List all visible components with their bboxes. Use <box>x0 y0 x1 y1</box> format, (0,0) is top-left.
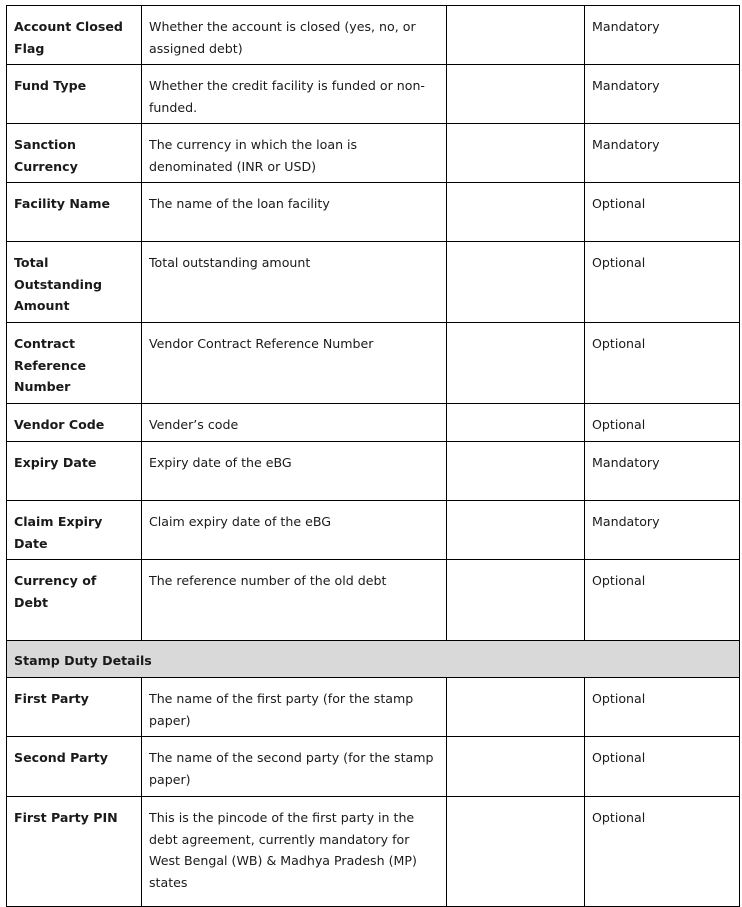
description-cell: Claim expiry date of the eBG <box>142 501 447 560</box>
field-name-cell: Contract Reference Number <box>7 323 142 404</box>
field-name-cell: Claim Expiry Date <box>7 501 142 560</box>
requirement-cell: Optional <box>585 183 740 242</box>
empty-cell <box>447 242 585 323</box>
description-cell: Expiry date of the eBG <box>142 442 447 501</box>
table-row <box>7 242 740 323</box>
field-name-cell: Currency of Debt <box>7 560 142 641</box>
table-row <box>7 65 740 124</box>
empty-cell <box>447 678 585 737</box>
description-cell: Whether the account is closed (yes, no, or assigned debt) <box>142 6 447 65</box>
table-row <box>7 678 740 737</box>
field-name-cell: Account Closed Flag <box>7 6 142 65</box>
empty-cell <box>447 6 585 65</box>
table-row <box>7 442 740 501</box>
table-row <box>7 124 740 183</box>
description-cell: Whether the credit facility is funded or non-funded. <box>142 65 447 124</box>
requirement-cell: Mandatory <box>585 6 740 65</box>
field-name-cell: Second Party <box>7 737 142 797</box>
description-cell: The name of the second party (for the stamp paper) <box>142 737 447 797</box>
description-cell: This is the pincode of the first party in the debt agreement, currently mandatory for West Bengal (WB) & Madhya Pradesh (MP) states <box>142 797 447 907</box>
requirement-cell: Optional <box>585 323 740 404</box>
description-cell: Vender’s code <box>142 404 447 442</box>
field-name-cell: Facility Name <box>7 183 142 242</box>
table-row <box>7 737 740 797</box>
table-row <box>7 323 740 404</box>
requirement-cell: Optional <box>585 404 740 442</box>
requirement-cell: Mandatory <box>585 65 740 124</box>
table-row <box>7 797 740 907</box>
requirement-cell: Optional <box>585 797 740 907</box>
empty-cell <box>447 65 585 124</box>
empty-cell <box>447 797 585 907</box>
description-cell: The currency in which the loan is denominated (INR or USD) <box>142 124 447 183</box>
field-name-cell: Sanction Currency <box>7 124 142 183</box>
field-name-cell: Total Outstanding Amount <box>7 242 142 323</box>
description-cell: Total outstanding amount <box>142 242 447 323</box>
requirement-cell: Mandatory <box>585 124 740 183</box>
description-cell: The name of the first party (for the stamp paper) <box>142 678 447 737</box>
table-body <box>7 6 740 907</box>
description-cell: Vendor Contract Reference Number <box>142 323 447 404</box>
field-name-cell: Fund Type <box>7 65 142 124</box>
empty-cell <box>447 560 585 641</box>
empty-cell <box>447 501 585 560</box>
empty-cell <box>447 442 585 501</box>
requirement-cell: Optional <box>585 560 740 641</box>
field-name-cell: First Party PIN <box>7 797 142 907</box>
field-definition-table <box>6 5 740 907</box>
table-row <box>7 501 740 560</box>
empty-cell <box>447 404 585 442</box>
requirement-cell: Mandatory <box>585 442 740 501</box>
table-row <box>7 560 740 641</box>
requirement-cell: Optional <box>585 242 740 323</box>
description-cell: The reference number of the old debt <box>142 560 447 641</box>
table-row <box>7 404 740 442</box>
requirement-cell: Mandatory <box>585 501 740 560</box>
empty-cell <box>447 323 585 404</box>
section-header-row <box>7 641 740 678</box>
section-title: Stamp Duty Details <box>7 641 740 678</box>
table-row <box>7 183 740 242</box>
field-name-cell: First Party <box>7 678 142 737</box>
requirement-cell: Optional <box>585 678 740 737</box>
description-cell: The name of the loan facility <box>142 183 447 242</box>
empty-cell <box>447 124 585 183</box>
empty-cell <box>447 183 585 242</box>
requirement-cell: Optional <box>585 737 740 797</box>
empty-cell <box>447 737 585 797</box>
field-name-cell: Vendor Code <box>7 404 142 442</box>
table-row <box>7 6 740 65</box>
field-name-cell: Expiry Date <box>7 442 142 501</box>
